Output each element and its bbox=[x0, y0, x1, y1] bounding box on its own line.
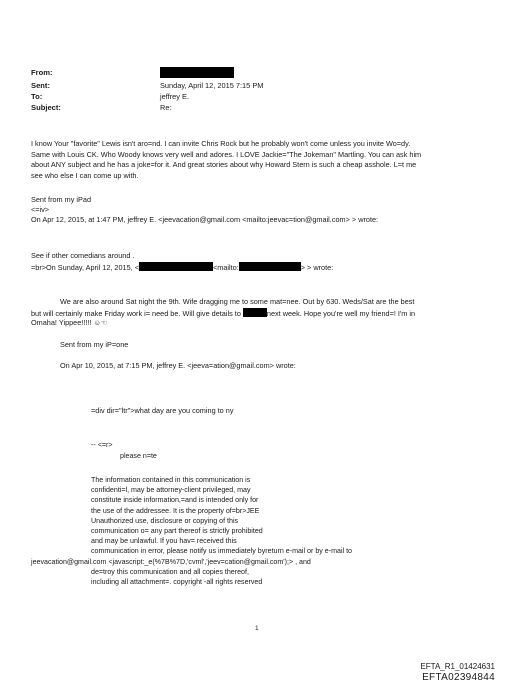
jeevacation-line: jeevacation@gmail.com <javascript:_e(%7B%7D,'cvml','jeev=cation@gmail.com');> , and bbox=[31, 558, 311, 566]
page-number: 1 bbox=[255, 625, 259, 632]
redaction-name bbox=[243, 308, 267, 317]
para1-line-2: Same with Louis CK. Who Woody knows very well and adores. I LOVE Jackie="The Jokeman" Martling. You can ask him bbox=[31, 149, 422, 159]
footer-id-1: EFTA_R1_01424631 bbox=[420, 662, 495, 671]
from-redaction bbox=[160, 67, 234, 78]
body-paragraph-1 bbox=[31, 139, 421, 181]
div-dir-line: =div dir="ltr">what day are you coming to ny bbox=[91, 406, 234, 415]
reply-header-apr12: On Apr 12, 2015, at 1:47 PM, jeffrey E. <jeevacation@gmail.com <mailto:jeevac=tion@gmail.com> > wrote: bbox=[31, 215, 379, 224]
to-value: jeffrey E. bbox=[160, 92, 190, 101]
notice-line-2: confidenti=l, may be attorney-client privileged, may bbox=[91, 486, 251, 495]
reply-header-apr10: On Apr 10, 2015, at 7:15 PM, jeffrey E. <jeeva=ation@gmail.com> wrote: bbox=[60, 361, 296, 370]
including-line: including all attachment=. copyright -all rights reserved bbox=[91, 578, 263, 586]
sent-from-ipad: Sent from my iPad bbox=[31, 195, 92, 204]
from-label: From: bbox=[31, 68, 53, 77]
notice-line-5: Unauthorized use, disclosure or copying of this bbox=[91, 516, 239, 525]
iv-tag: <=iv> bbox=[31, 205, 50, 214]
redaction-sender bbox=[139, 262, 213, 271]
to-label: To: bbox=[31, 92, 43, 101]
para2-line-1: We are also around Sat night the 9th. Wife dragging me to some mat=nee. Out by 630. Weds/Sat are the best bbox=[60, 297, 415, 306]
br-line-part-b: <mailto: bbox=[212, 263, 239, 272]
subject-value: Re: bbox=[160, 103, 172, 112]
see-if-comedians: See if other comedians around . bbox=[31, 251, 135, 260]
please-note: please n=te bbox=[120, 452, 157, 460]
subject-label: Subject: bbox=[31, 103, 61, 112]
footer-id-2: EFTA02394844 bbox=[422, 672, 495, 683]
para2-line-3: Omaha! Yippee!!!!! ☺☜ bbox=[31, 318, 108, 327]
para1-line-3: about ANY subject and he has a joke=for it. And great stories about why Howard Stern is such a cheap asshole. L=t me bbox=[31, 160, 417, 170]
signature-dash: -- <=r> bbox=[91, 441, 113, 449]
br-line-part-c: > > wrote: bbox=[300, 263, 334, 272]
notice-line-4: the use of the addressee. It is the property of=br>JEE bbox=[91, 506, 260, 515]
notice-line-1: The information contained in this communication is bbox=[91, 476, 251, 484]
destroy-line: de=troy this communication and all copies thereof, bbox=[91, 568, 249, 576]
reply-header-apr12-sunday bbox=[31, 262, 333, 274]
confidentiality-notice bbox=[91, 475, 352, 557]
notice-line-6: communication o= any part thereof is strictly prohibited bbox=[91, 527, 263, 536]
para1-line-1: I know Your "favorite" Lewis isn't aro=nd. I can invite Chris Rock but he probably won't come unless you invite Wo=dy. bbox=[31, 139, 411, 148]
para1-line-4: see who else I can come up with. bbox=[31, 170, 139, 180]
sent-label: Sent: bbox=[31, 81, 50, 90]
sent-from-iphone: Sent from my iP=one bbox=[60, 340, 129, 349]
para2-line-2-part-a: but will certainly make Friday work i= need be. Will give details to bbox=[31, 309, 241, 318]
notice-line-3: constitute inside information,=and is intended only for bbox=[91, 496, 259, 505]
sent-value: Sunday, April 12, 2015 7:15 PM bbox=[160, 81, 264, 90]
notice-line-7: and may be unlawful. If you hav= received this bbox=[91, 537, 237, 546]
redaction-email bbox=[239, 262, 301, 271]
para2-line-2-part-b: next week. Hope you're well my friend=! I'm in bbox=[266, 309, 416, 318]
br-line-part-a: =br>On Sunday, April 12, 2015, < bbox=[31, 263, 139, 272]
notice-line-8: communication in error, please notify us immediately byreturn e-mail or by e-mail to bbox=[91, 547, 352, 556]
